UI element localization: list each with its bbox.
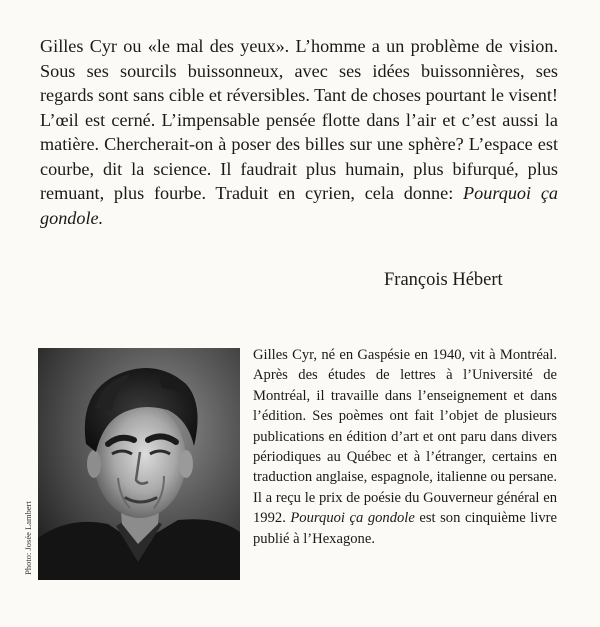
photo-credit <box>20 488 36 588</box>
quote-book-title: Pourquoi ça gondole. <box>40 183 558 228</box>
signature: François Hébert <box>384 270 503 290</box>
quote-paragraph <box>40 34 558 230</box>
bio-text-before: Gilles Cyr, né en Gaspésie en 1940, vit à Montréal. Après des études de lettres à l’Université de Montréal, il travaille dans l’enseignement et dans l’édition. Ses poèmes ont fait l’objet de plusieurs publications en édition d’art et ont paru dans divers périodiques au Québec et à l’étranger, certains en traduction anglaise, espagnole, italienne ou persane. Il a reçu le prix de poésie du Gouverneur général en 1992. <box>253 347 557 527</box>
author-bio <box>253 345 557 549</box>
photo-credit-text: Photo: Josée Lambert <box>23 501 33 575</box>
bio-text-after: est son cinquième livre publié à l’Hexagone. <box>253 510 558 547</box>
quote-text: Gilles Cyr ou «le mal des yeux». L’homme a un problème de vision. Sous ses sourcils buissonneux, avec ses idées buissonnières, ses regards sont sans cible et réversibles. Tant de choses pourtant le visent! L’œil est cerné. L’impensable pensée flotte dans l’air et c’est aussi la matière. Chercherait-on à poser des billes sur une sphère? L’espace est courbe, dit la science. Il faudrait plus humain, plus bifurqué, plus remuant, plus fourbe. Traduit en cyrien, cela donne: <box>40 36 558 203</box>
bio-book-title: Pourquoi ça gondole <box>290 510 415 527</box>
author-photo <box>38 348 240 580</box>
